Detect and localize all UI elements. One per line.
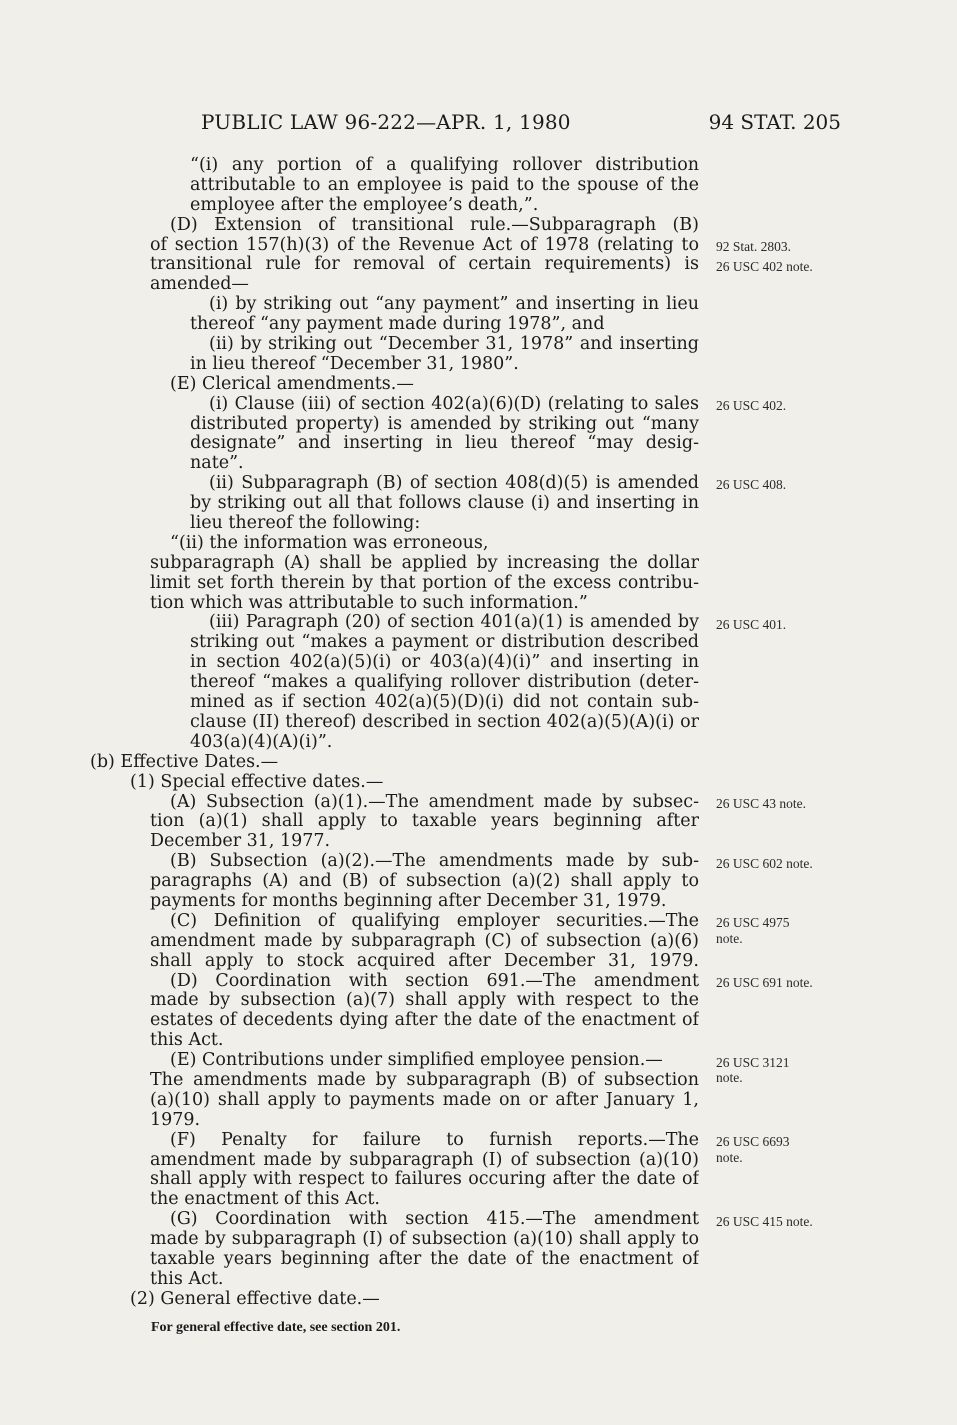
- text-line: paragraphs (A) and (B) of subsection (a)(2) shall apply to: [150, 872, 699, 892]
- text-line: The amendments made by subparagraph (B) of subsection: [150, 1070, 699, 1090]
- text-line: (C) Definition of qualifying employer securities.—The: [170, 911, 699, 931]
- text-line: “(ii) the information was erroneous,: [170, 532, 489, 553]
- text-line: (D) Extension of transitional rule.—Subparagraph (B): [170, 215, 699, 235]
- footer-note: For general effective date, see section 201.: [151, 1320, 401, 1335]
- text-line: the enactment of this Act.: [150, 1189, 380, 1210]
- text-line: (i) Clause (iii) of section 402(a)(6)(D) (relating to sales: [209, 394, 699, 414]
- text-line: (b) Effective Dates.—: [90, 751, 279, 772]
- text-line: (E) Clerical amendments.—: [170, 373, 414, 394]
- text-line: this Act.: [150, 1268, 224, 1289]
- text-line: shall apply to stock acquired after December 31, 1979.: [150, 951, 699, 971]
- margin-citation: 26 USC 408.: [716, 477, 787, 493]
- text-line: striking out “makes a payment or distribution described: [190, 633, 699, 653]
- text-line: (1) Special effective dates.—: [130, 771, 384, 792]
- margin-citation: 26 USC 691 note.: [716, 974, 813, 990]
- text-line: (B) Subsection (a)(2).—The amendments made by sub-: [170, 852, 699, 872]
- margin-citation: 26 USC 6693: [716, 1134, 790, 1150]
- text-line: (ii) by striking out “December 31, 1978” and inserting: [209, 335, 699, 355]
- margin-citation: 26 USC 43 note.: [716, 795, 807, 811]
- margin-citation: 26 USC 402.: [716, 397, 787, 413]
- text-line: limit set forth therein by that portion of the excess contribu-: [150, 573, 699, 593]
- text-line: transitional rule for removal of certain requirements) is: [150, 255, 699, 275]
- text-line: 403(a)(4)(A)(i)”.: [190, 731, 333, 752]
- text-line: designate” and inserting in lieu thereof “may desig-: [190, 434, 699, 454]
- text-line: amendment made by subparagraph (C) of subsection (a)(6): [150, 931, 699, 951]
- text-line: (i) by striking out “any payment” and inserting in lieu: [209, 295, 699, 315]
- text-line: (2) General effective date.—: [130, 1288, 380, 1309]
- text-line: (A) Subsection (a)(1).—The amendment made by subsec-: [170, 792, 699, 812]
- margin-citation: note.: [716, 931, 743, 947]
- margin-citation: 26 USC 3121: [716, 1054, 790, 1070]
- text-line: (a)(10) shall apply to payments made on or after January 1,: [150, 1090, 699, 1110]
- margin-citation: 26 USC 415 note.: [716, 1213, 813, 1229]
- text-line: thereof “makes a qualifying rollover distribution (deter-: [190, 673, 699, 693]
- text-line: (G) Coordination with section 415.—The amendment: [170, 1210, 699, 1230]
- margin-citation: note.: [716, 1070, 743, 1086]
- text-line: mined as if section 402(a)(5)(D)(i) did not contain sub-: [190, 693, 699, 713]
- text-line: shall apply with respect to failures occuring after the date of: [150, 1170, 699, 1190]
- text-line: 1979.: [150, 1109, 201, 1130]
- text-line: lieu thereof the following:: [190, 513, 421, 534]
- margin-citation: note.: [716, 1150, 743, 1166]
- text-line: (F) Penalty for failure to furnish reports.—The: [170, 1130, 699, 1150]
- text-line: nate”.: [190, 453, 244, 474]
- page-header-title: PUBLIC LAW 96-222—APR. 1, 1980: [201, 110, 571, 134]
- text-line: payments for months beginning after December 31, 1979.: [150, 890, 667, 911]
- statute-body: [90, 156, 699, 1310]
- text-line: subparagraph (A) shall be applied by increasing the dollar: [150, 553, 699, 573]
- text-line: taxable years beginning after the date of the enactment of: [150, 1249, 699, 1269]
- text-line: made by subsection (a)(7) shall apply with respect to the: [150, 991, 699, 1011]
- text-line: tion (a)(1) shall apply to taxable years beginning after: [150, 812, 699, 832]
- text-line: this Act.: [150, 1030, 224, 1051]
- text-line: clause (II) thereof) described in section 402(a)(5)(A)(i) or: [190, 712, 699, 732]
- text-line: amended—: [150, 274, 249, 295]
- text-line: (E) Contributions under simplified employee pension.—: [170, 1050, 663, 1071]
- text-line: (ii) Subparagraph (B) of section 408(d)(5) is amended: [209, 474, 699, 494]
- text-line: employee after the employee’s death,”.: [190, 194, 539, 215]
- text-line: estates of decedents dying after the date of the enactment of: [150, 1011, 699, 1031]
- text-line: made by subparagraph (I) of subsection (a)(10) shall apply to: [150, 1230, 699, 1250]
- text-line: (iii) Paragraph (20) of section 401(a)(1) is amended by: [209, 613, 699, 633]
- text-line: tion which was attributable to such information.”: [150, 592, 588, 613]
- text-line: by striking out all that follows clause (i) and inserting in: [190, 494, 699, 514]
- margin-citation: 26 USC 401.: [716, 616, 787, 632]
- margin-citation: 26 USC 402 note.: [716, 258, 813, 274]
- text-line: of section 157(h)(3) of the Revenue Act of 1978 (relating to: [150, 235, 699, 255]
- text-line: December 31, 1977.: [150, 831, 331, 852]
- text-line: in lieu thereof “December 31, 1980”.: [190, 353, 519, 374]
- margin-citation: 26 USC 4975: [716, 915, 790, 931]
- text-line: amendment made by subparagraph (I) of subsection (a)(10): [150, 1150, 699, 1170]
- text-line: “(i) any portion of a qualifying rollover distribution: [190, 156, 699, 175]
- margin-citation: 92 Stat. 2803.: [716, 238, 792, 254]
- text-line: (D) Coordination with section 691.—The amendment: [170, 971, 699, 991]
- text-line: attributable to an employee is paid to the spouse of the: [190, 175, 699, 195]
- text-line: thereof “any payment made during 1978”, and: [190, 314, 605, 335]
- text-line: distributed property) is amended by striking out “many: [190, 414, 699, 434]
- page-header-stat: 94 STAT. 205: [708, 110, 841, 134]
- margin-citation: 26 USC 602 note.: [716, 855, 813, 871]
- text-line: in section 402(a)(5)(i) or 403(a)(4)(i)” and inserting in: [190, 653, 699, 673]
